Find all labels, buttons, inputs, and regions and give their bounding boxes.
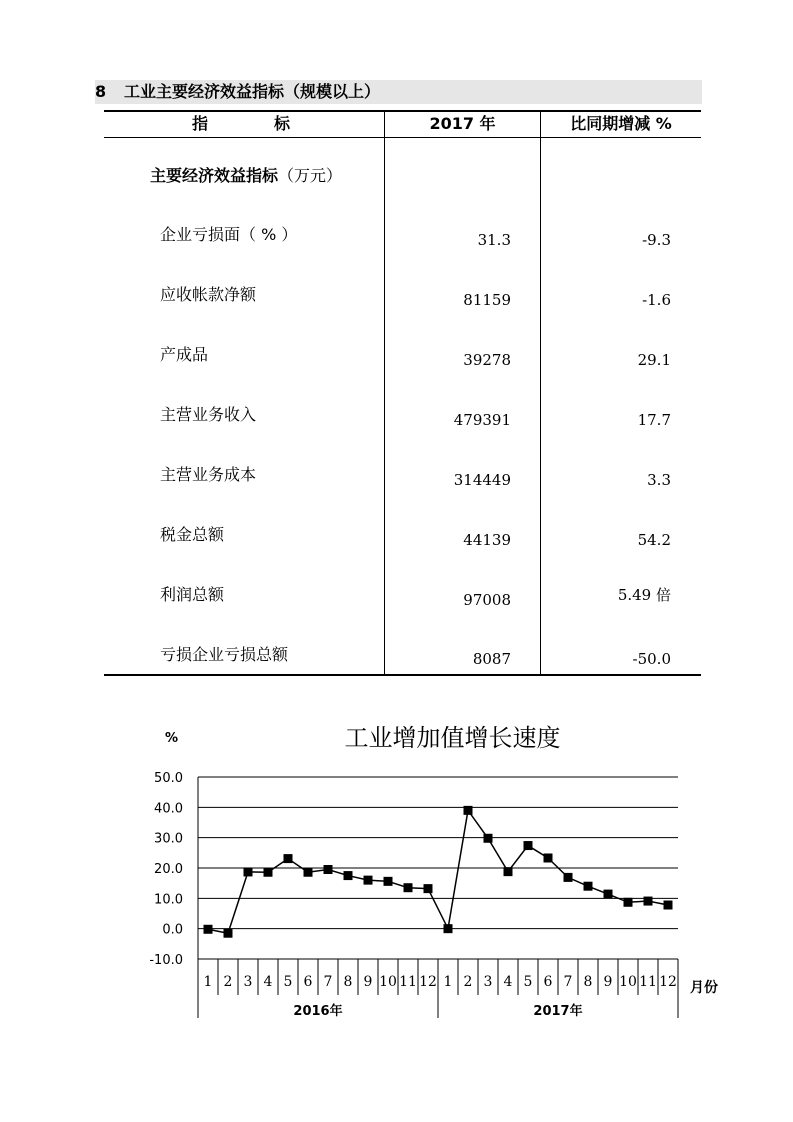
x-tick-label: 10 bbox=[619, 974, 637, 990]
x-tick-label: 12 bbox=[659, 974, 677, 990]
data-point bbox=[284, 854, 293, 863]
row-value: 81159 bbox=[463, 291, 511, 309]
y-axis-unit: % bbox=[165, 731, 179, 746]
data-point bbox=[584, 882, 593, 891]
x-tick-label: 8 bbox=[343, 974, 353, 990]
x-tick-label: 9 bbox=[603, 974, 613, 990]
row-label: 亏损企业亏损总额 bbox=[160, 645, 289, 664]
row-change: -50.0 bbox=[632, 650, 671, 668]
data-point bbox=[564, 873, 573, 882]
y-tick-label: 0.0 bbox=[162, 922, 183, 938]
row-label: 企业亏损面（ % ） bbox=[160, 225, 298, 244]
row-value: 314449 bbox=[453, 471, 511, 489]
data-point bbox=[344, 871, 353, 880]
indicator-table bbox=[104, 110, 701, 676]
section-title: 工业主要经济效益指标（规模以上） bbox=[124, 82, 381, 101]
row-change: 29.1 bbox=[637, 351, 671, 369]
row-label: 主营业务收入 bbox=[160, 405, 257, 424]
series-line bbox=[208, 810, 668, 933]
table-top-rule bbox=[104, 110, 701, 112]
data-point bbox=[244, 867, 253, 876]
data-point bbox=[324, 865, 333, 874]
row-change: -1.6 bbox=[642, 291, 671, 309]
data-point bbox=[504, 867, 513, 876]
x-tick-label: 5 bbox=[283, 974, 293, 990]
data-point bbox=[444, 924, 453, 933]
y-tick-label: 30.0 bbox=[154, 831, 183, 847]
row-label: 税金总额 bbox=[160, 525, 225, 544]
x-tick-label: 9 bbox=[363, 974, 373, 990]
x-tick-label: 11 bbox=[639, 974, 657, 990]
x-tick-label: 10 bbox=[379, 974, 397, 990]
x-tick-label: 11 bbox=[399, 974, 417, 990]
row-value: 44139 bbox=[463, 531, 511, 549]
row-change: 54.2 bbox=[637, 531, 671, 549]
data-point bbox=[604, 890, 613, 899]
data-point bbox=[304, 868, 313, 877]
row-change: -9.3 bbox=[642, 231, 671, 249]
x-tick-label: 7 bbox=[323, 974, 333, 990]
data-point bbox=[424, 884, 433, 893]
row-change: 5.49 倍 bbox=[617, 586, 671, 604]
y-tick-label: -10.0 bbox=[149, 953, 183, 968]
data-point bbox=[384, 877, 393, 886]
header-indicator-char-1: 指 bbox=[192, 114, 209, 133]
y-tick-label: 40.0 bbox=[154, 801, 183, 817]
year-group-label: 2017年 bbox=[533, 1004, 583, 1019]
table-header-rule bbox=[104, 137, 701, 138]
data-point bbox=[204, 925, 213, 934]
table-column-divider bbox=[540, 110, 541, 676]
header-indicator-char-2: 标 bbox=[274, 114, 291, 133]
growth-line-chart bbox=[0, 730, 793, 1030]
row-label: 利润总额 bbox=[160, 585, 225, 604]
row-label: 产成品 bbox=[160, 345, 209, 364]
data-point bbox=[364, 876, 373, 885]
y-tick-label: 10.0 bbox=[154, 892, 183, 908]
row-value: 97008 bbox=[463, 591, 511, 609]
x-tick-label: 1 bbox=[443, 974, 453, 990]
x-tick-label: 1 bbox=[203, 974, 213, 990]
x-tick-label: 3 bbox=[483, 974, 493, 990]
x-tick-label: 6 bbox=[543, 974, 553, 990]
row-value: 39278 bbox=[463, 351, 511, 369]
data-point bbox=[464, 806, 473, 815]
x-tick-label: 2 bbox=[463, 974, 473, 990]
group-title-text: 主要经济效益指标 bbox=[150, 166, 279, 185]
row-change: 17.7 bbox=[637, 411, 671, 429]
data-point bbox=[404, 883, 413, 892]
section-header bbox=[95, 80, 702, 104]
data-point bbox=[544, 853, 553, 862]
x-tick-label: 7 bbox=[563, 974, 573, 990]
data-point bbox=[264, 868, 273, 877]
row-label: 应收帐款净额 bbox=[160, 285, 257, 304]
y-tick-label: 50.0 bbox=[154, 771, 183, 786]
section-number: 8 bbox=[95, 82, 107, 101]
x-tick-label: 2 bbox=[223, 974, 233, 990]
x-tick-label: 4 bbox=[263, 974, 273, 990]
y-tick-label: 20.0 bbox=[154, 862, 183, 877]
data-point bbox=[664, 901, 673, 910]
header-change: 比同期增减 % bbox=[570, 114, 672, 133]
data-point bbox=[224, 929, 233, 938]
row-value: 479391 bbox=[453, 411, 511, 429]
row-value: 8087 bbox=[472, 650, 511, 668]
year-group-label: 2016年 bbox=[293, 1004, 343, 1019]
x-tick-label: 12 bbox=[419, 974, 437, 990]
x-tick-label: 5 bbox=[523, 974, 533, 990]
row-value: 31.3 bbox=[477, 231, 511, 249]
header-year: 2017 年 bbox=[429, 114, 496, 133]
data-point bbox=[624, 898, 633, 907]
row-change: 3.3 bbox=[647, 471, 671, 489]
x-tick-label: 4 bbox=[503, 974, 513, 990]
chart-title: 工业增加值增长速度 bbox=[344, 724, 561, 752]
data-point bbox=[644, 897, 653, 906]
group-unit: （万元） bbox=[278, 166, 343, 185]
data-point bbox=[484, 834, 493, 843]
table-bottom-rule bbox=[104, 674, 701, 676]
table-column-divider bbox=[384, 110, 385, 676]
x-axis-unit: 月份 bbox=[690, 980, 718, 996]
x-tick-label: 3 bbox=[243, 974, 253, 990]
x-tick-label: 8 bbox=[583, 974, 593, 990]
row-label: 主营业务成本 bbox=[160, 465, 257, 484]
data-point bbox=[524, 841, 533, 850]
group-title bbox=[150, 163, 342, 186]
x-tick-label: 6 bbox=[303, 974, 313, 990]
